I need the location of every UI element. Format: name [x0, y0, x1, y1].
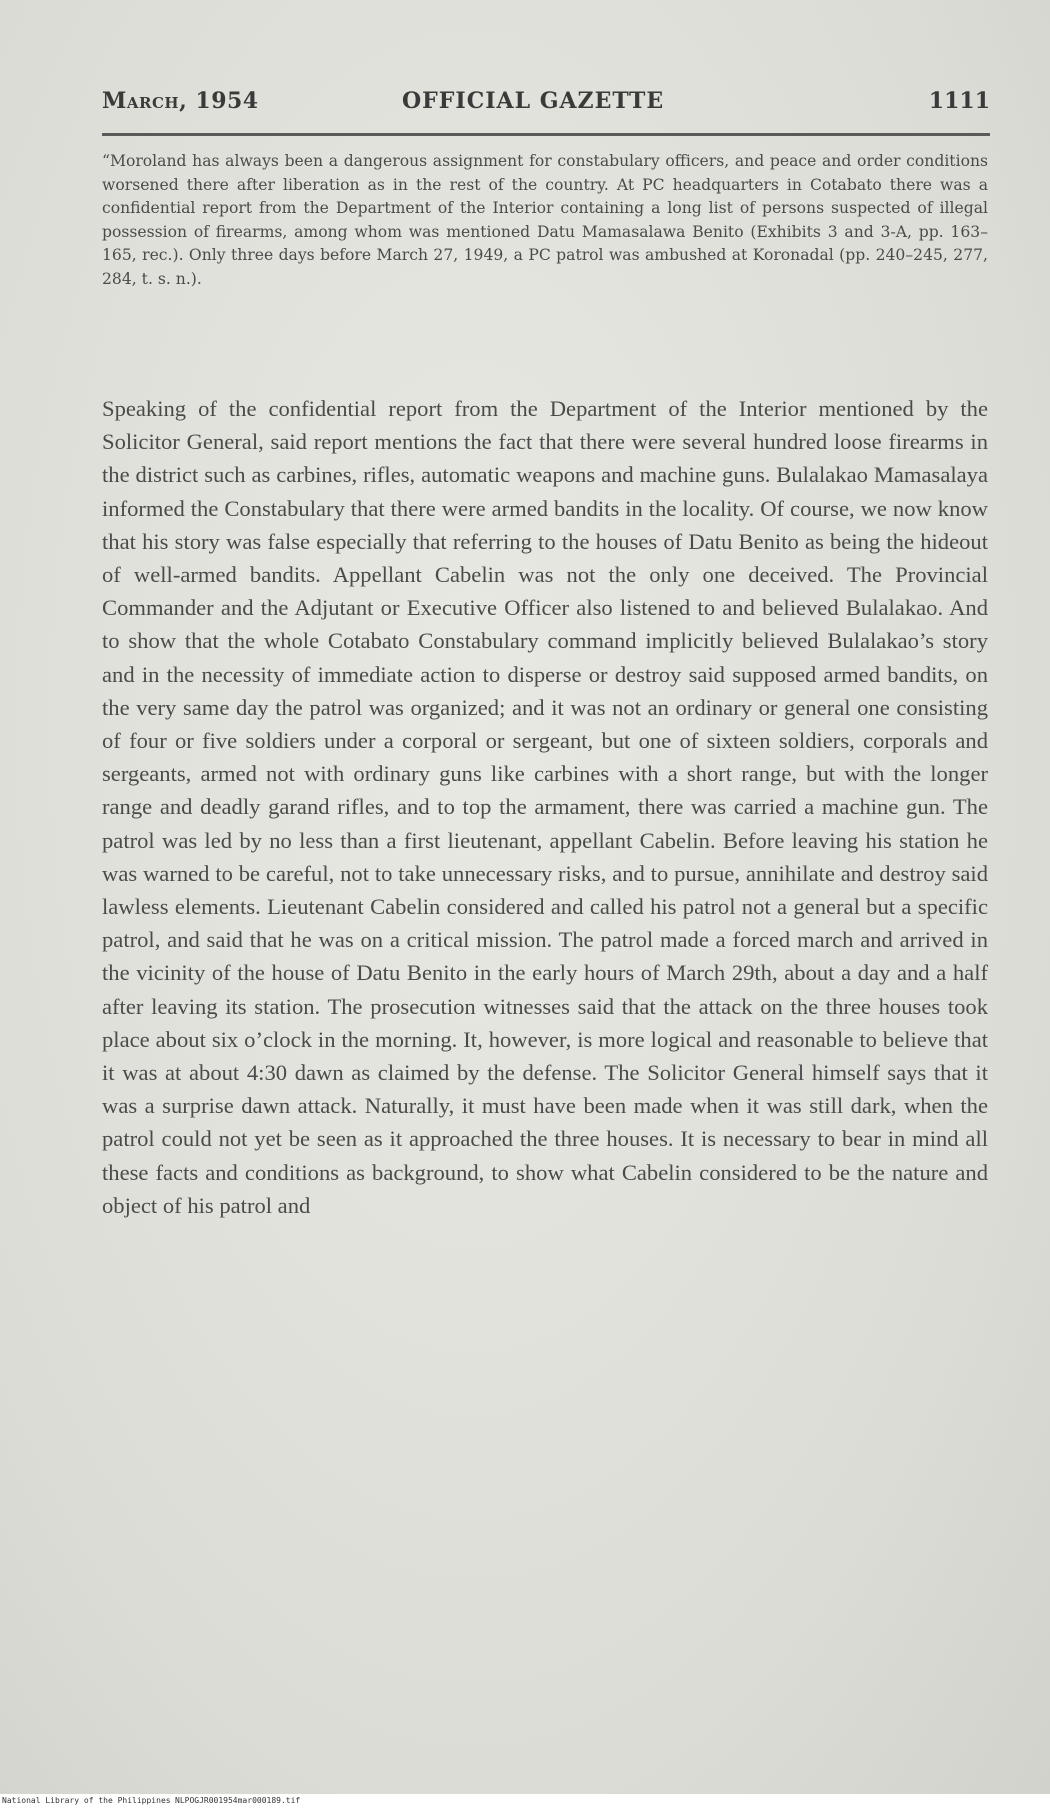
block-quote: “Moroland has always been a dangerous assignment for constabulary officers, and peace and order conditions worsened there after liberation as in the rest of the country. At PC headquarters in Cotabato there was a confidential report from the Department of the Interior containing a long list of persons suspected of illegal possession of firearms, among whom was mentioned Datu Mamasalawa Benito (Exhibits 3 and 3-A, pp. 163–165, rec.). Only three days before March 27, 1949, a PC patrol was ambushed at Koronadal (pp. 240–245, 277, 284, t. s. n.). — [102, 152, 988, 288]
footer-file: NLPOGJR001954mar000189.tif — [175, 1796, 301, 1805]
body-paragraph: Speaking of the confidential report from the Department of the Interior mentioned by the Solicitor General, said report mentions the fact that there were several hundred loose firearms in the district such as carbines, rifles, automatic weapons and machine guns. Bulalakao Mamasalaya informed the Constabulary that there were armed bandits in the locality. Of course, we now know that his story was false especially that referring to the houses of Datu Benito as being the hideout of well-armed bandits. Appellant Cabelin was not the only one deceived. The Provincial Commander and the Adjutant or Executive Officer also listened to and believed Bulalakao. And to show that the whole Cotabato Constabulary command implicitly believed Bulalakao’s story and in the necessity of immediate action to disperse or destroy said supposed armed bandits, on the very same day the patrol was organized; and it was not an ordinary or general one consisting of four or five soldiers under a corporal or sergeant, but one of sixteen soldiers, corporals and sergeants, armed not with ordinary guns like carbines with a short range, but with the longer range and deadly garand rifles, and to top the armament, there was carried a machine gun. The patrol was led by no less than a first lieutenant, appellant Cabelin. Before leaving his station he was warned to be careful, not to take unnecessary risks, and to pursue, annihilate and destroy said lawless elements. Lieutenant Cabelin considered and called his patrol not a general but a specific patrol, and said that he was on a critical mission. The patrol made a forced march and arrived in the vicinity of the house of Datu Benito in the early hours of March 29th, about a day and a half after leaving its station. The prosecution witnesses said that the attack on the three houses took place about six o’clock in the morning. It, however, is more logical and reasonable to believe that it was at about 4:30 dawn as claimed by the defense. The Solicitor General himself says that it was a surprise dawn attack. Naturally, it must have been made when it was still dark, when the patrol could not yet be seen as it approached the three houses. It is necessary to bear in mind all these facts and conditions as background, to show what Cabelin considered to be the nature and object of his patrol and — [102, 396, 988, 1218]
header-rule — [102, 133, 990, 136]
header-date: March, 1954 — [102, 88, 259, 114]
page-number: 1111 — [928, 88, 990, 114]
header-title: OFFICIAL GAZETTE — [402, 88, 665, 114]
page-header — [102, 88, 990, 128]
footer-library: National Library of the Philippines — [2, 1796, 171, 1805]
scan-footer — [0, 1794, 1050, 1808]
